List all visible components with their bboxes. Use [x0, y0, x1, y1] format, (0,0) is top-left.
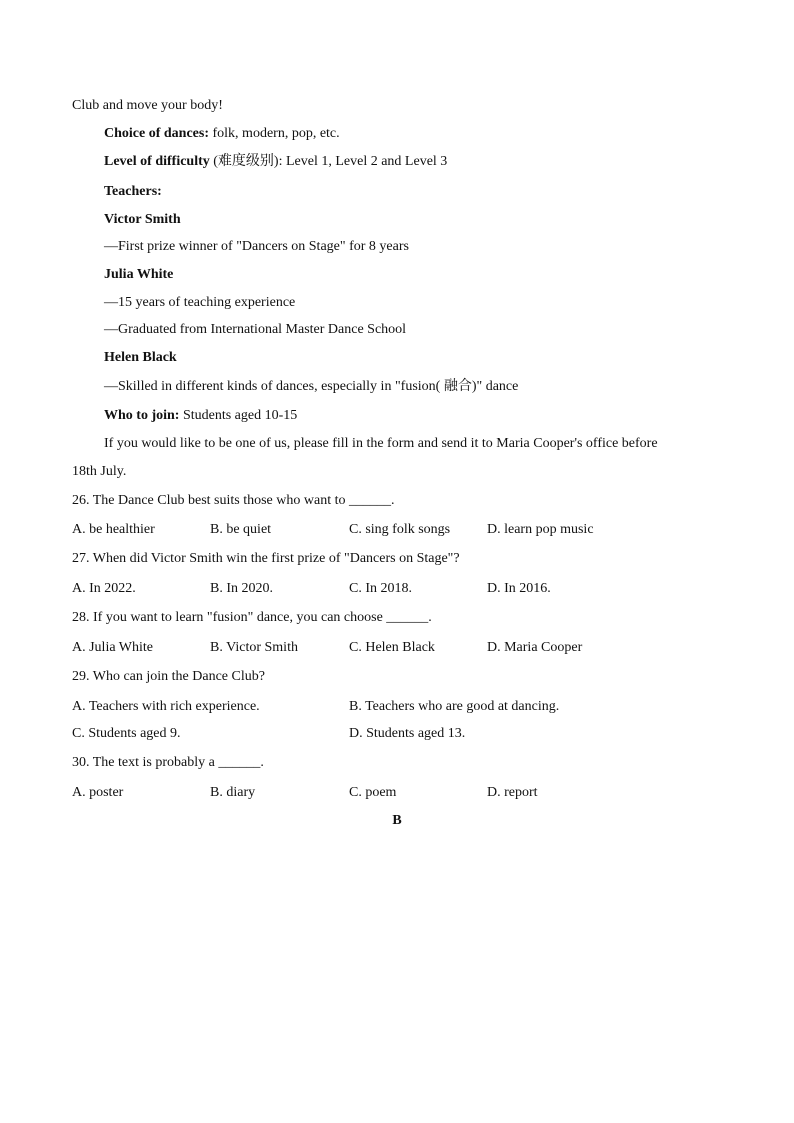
level-label: Level of difficulty: [104, 154, 210, 169]
option-b[interactable]: B. In 2020.: [210, 581, 273, 596]
question-stem: 29. Who can join the Dance Club?: [72, 669, 265, 684]
option-d[interactable]: D. report: [487, 785, 538, 800]
question-stem: 27. When did Victor Smith win the first prize of "Dancers on Stage"?: [72, 551, 460, 566]
option-d[interactable]: D. learn pop music: [487, 522, 594, 537]
option-d[interactable]: D. In 2016.: [487, 581, 551, 596]
option-b[interactable]: B. Victor Smith: [210, 640, 298, 655]
intro-tail: Club and move your body!: [72, 98, 223, 113]
option-c[interactable]: C. poem: [349, 785, 397, 800]
option-a[interactable]: A. In 2022.: [72, 581, 136, 596]
option-d[interactable]: D. Maria Cooper: [487, 640, 583, 655]
apply-line-2: 18th July.: [72, 464, 127, 479]
apply-line-1: If you would like to be one of us, please fill in the form and send it to Maria Cooper's office before: [104, 436, 658, 451]
choice-line: [104, 125, 340, 143]
choice-label: Choice of dances:: [104, 126, 209, 141]
option-b[interactable]: B. be quiet: [210, 522, 272, 537]
teachers-label: Teachers:: [104, 184, 162, 199]
option-a[interactable]: A. Teachers with rich experience.: [72, 699, 260, 714]
option-a[interactable]: A. Julia White: [72, 640, 154, 655]
option-c[interactable]: C. In 2018.: [349, 581, 412, 596]
option-a[interactable]: A. poster: [72, 785, 124, 800]
option-a[interactable]: A. be healthier: [72, 522, 155, 537]
teacher-name: Julia White: [104, 267, 174, 282]
teacher-note: —First prize winner of "Dancers on Stage" for 8 years: [104, 239, 409, 254]
teacher-note: —Graduated from International Master Dance School: [104, 322, 407, 337]
question-stem: 26. The Dance Club best suits those who want to ______.: [72, 493, 395, 508]
teacher-note: —15 years of teaching experience: [104, 295, 296, 310]
question-stem: 30. The text is probably a ______.: [72, 755, 264, 770]
option-b[interactable]: B. Teachers who are good at dancing.: [349, 699, 560, 714]
choice-text: folk, modern, pop, etc.: [209, 126, 340, 141]
option-c[interactable]: C. Helen Black: [349, 640, 435, 655]
who-line: [104, 407, 297, 425]
teacher-name: Victor Smith: [104, 212, 181, 227]
teacher-name: Helen Black: [104, 350, 177, 365]
level-text: (难度级别): Level 1, Level 2 and Level 3: [209, 154, 448, 169]
option-c[interactable]: C. Students aged 9.: [72, 726, 181, 741]
option-d[interactable]: D. Students aged 13.: [349, 726, 466, 741]
option-c[interactable]: C. sing folk songs: [349, 522, 451, 537]
option-b[interactable]: B. diary: [210, 785, 256, 800]
question-stem: 28. If you want to learn "fusion" dance, you can choose ______.: [72, 610, 432, 625]
section-b-heading: B: [392, 813, 402, 828]
who-label: Who to join:: [104, 408, 180, 423]
teacher-note: —Skilled in different kinds of dances, especially in "fusion( 融合)" dance: [104, 379, 519, 394]
level-line: [104, 153, 447, 171]
who-text: Students aged 10-15: [179, 408, 298, 423]
